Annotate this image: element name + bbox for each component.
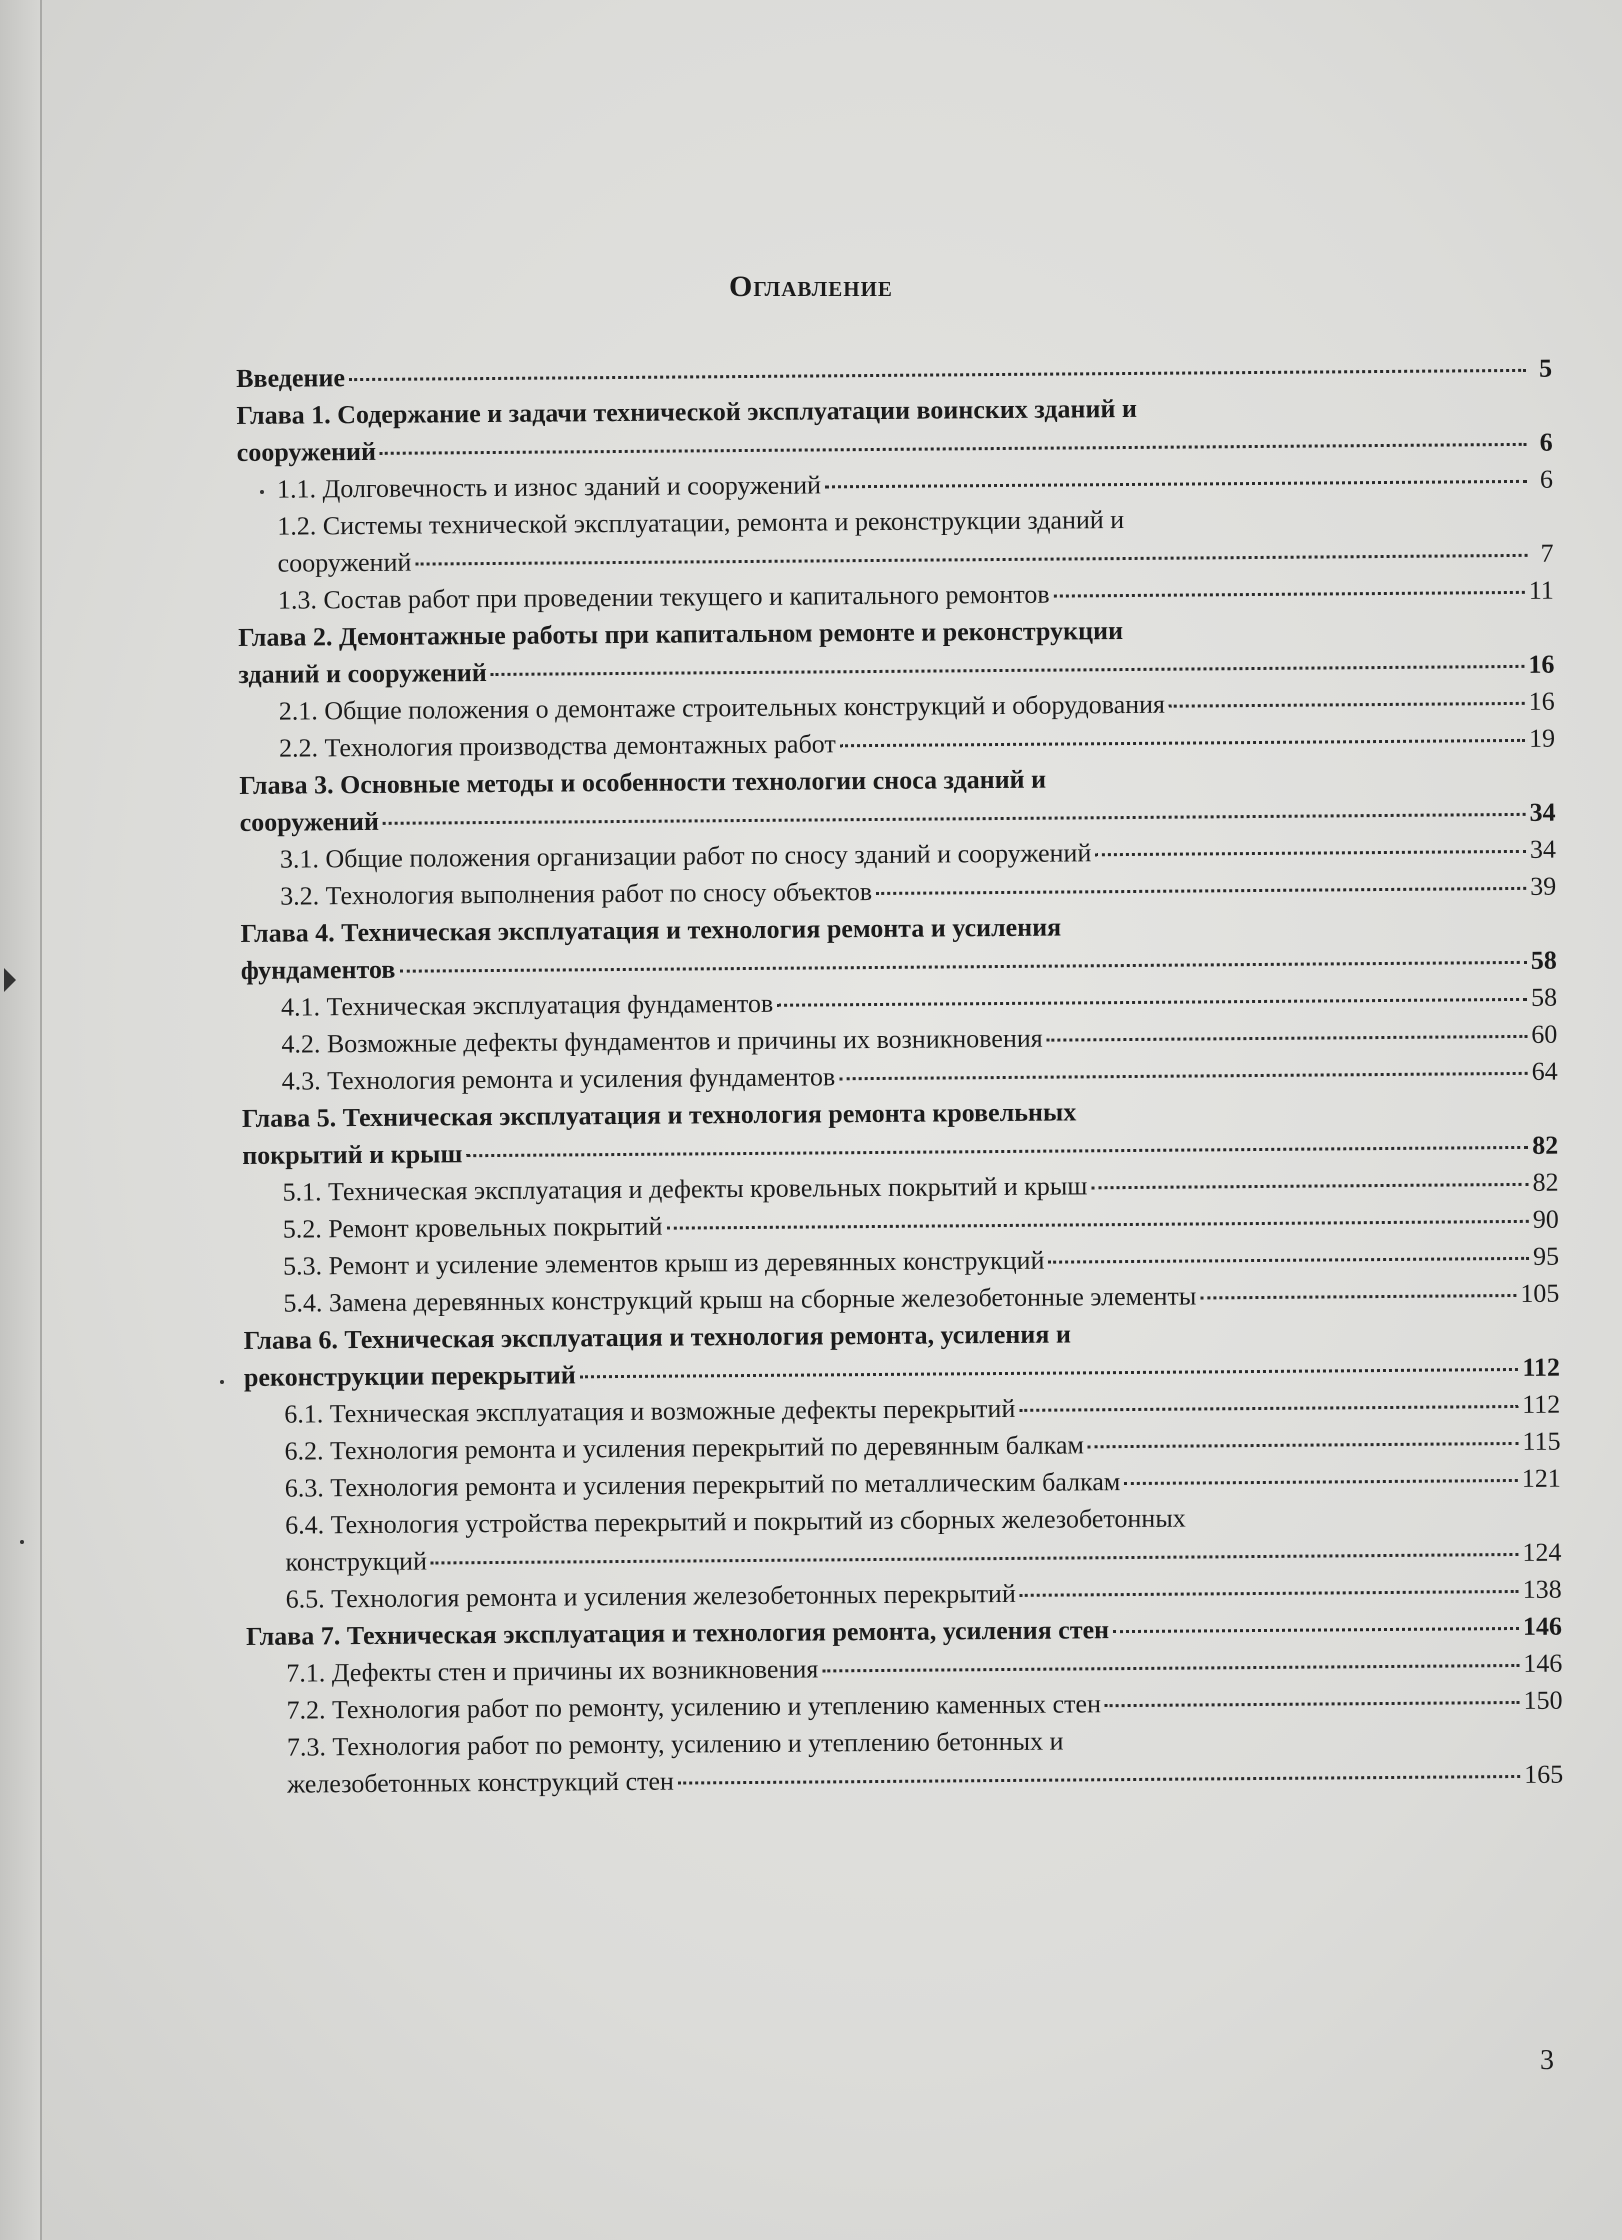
toc-section-entry[interactable] [245, 1497, 1562, 1581]
toc-entry-title: 3.2. Технология выполнения работ по сносу объектов [280, 877, 873, 911]
toc-chapter-entry[interactable] [240, 905, 1557, 989]
dot-leader [825, 480, 1527, 489]
toc-page-number: 124 [1522, 1537, 1562, 1567]
dot-leader [380, 443, 1527, 455]
dot-leader [1200, 1294, 1516, 1299]
toc-page-number: 58 [1530, 945, 1557, 975]
toc-page-number: 6 [1539, 427, 1553, 457]
toc-entry-title-line: Глава 4. Техническая эксплуатация и технология ремонта и усиления [240, 912, 1062, 948]
toc-entry-title-line: 1.2. Системы технической эксплуатации, ремонта и реконструкции зданий и [277, 505, 1125, 541]
dot-leader [1054, 591, 1525, 598]
page-title: Оглавление [729, 270, 893, 303]
dot-leader [1113, 1627, 1519, 1633]
toc-entry-title: 5.3. Ремонт и усиление элементов крыш из деревянных конструкций [283, 1245, 1045, 1281]
binding-notch-icon [4, 968, 16, 992]
toc-entry-title-line: 7.3. Технология работ по ремонту, усилению и утеплению бетонных и [286, 1726, 1064, 1762]
toc-page-number: 19 [1528, 723, 1556, 753]
dot-leader [1048, 1257, 1529, 1264]
dot-leader [1019, 1405, 1518, 1412]
dot-leader [1124, 1479, 1518, 1485]
toc-entry-title: конструкций [285, 1546, 428, 1577]
toc-chapter-entry[interactable] [244, 1312, 1561, 1396]
page-number: 3 [1540, 2045, 1554, 2076]
toc-page-number: 82 [1532, 1167, 1559, 1197]
toc-entry-title-line: Глава 3. Основные методы и особенности технологии сноса зданий и [239, 764, 1047, 800]
dot-leader [1047, 1035, 1528, 1042]
dot-leader [1095, 850, 1526, 856]
toc-entry-title: 5.4. Замена деревянных конструкций крыш на сборные железобетонные элементы [283, 1281, 1197, 1318]
toc-page-number: 105 [1520, 1278, 1560, 1308]
toc-entry-title: зданий и сооружений [238, 658, 487, 689]
dot-leader [1105, 1701, 1520, 1707]
dot-leader [777, 998, 1527, 1007]
toc-page-number: 16 [1528, 649, 1555, 679]
toc-page-number: 112 [1522, 1352, 1561, 1382]
toc-section-entry[interactable] [237, 498, 1554, 582]
toc-entry-title: 2.2. Технология производства демонтажных работ [278, 729, 836, 763]
toc-chapter-entry[interactable] [239, 757, 1556, 841]
dot-leader [822, 1664, 1519, 1672]
dot-leader [839, 1072, 1527, 1080]
toc-entry-title: сооружений [236, 436, 377, 467]
toc-entry-title-line: Глава 6. Техническая эксплуатация и технология ремонта, усиления и [243, 1319, 1071, 1355]
toc-entry-title: 5.1. Техническая эксплуатация и дефекты кровельных покрытий и крыш [282, 1171, 1088, 1207]
dot-leader [876, 887, 1526, 895]
toc-entry-title-line: 6.4. Технология устройства перекрытий и покрытий из сборных железобетонных [285, 1503, 1186, 1540]
toc-entry-title: сооружений [239, 806, 380, 837]
toc-entry-title: 6.1. Техническая эксплуатация и возможные дефекты перекрытий [284, 1393, 1016, 1429]
toc-page-number: 34 [1529, 797, 1556, 827]
toc-entry-title-line: Глава 1. Содержание и задачи технической эксплуатации воинских зданий и [236, 393, 1137, 430]
dot-leader [399, 961, 1526, 973]
toc-entry-title: 2.1. Общие положения о демонтаже строительных конструкций и оборудования [278, 689, 1166, 726]
toc-page-number: 11 [1528, 575, 1554, 605]
dot-leader [678, 1775, 1520, 1785]
toc-page-number: 90 [1532, 1204, 1559, 1234]
toc-page-number: 58 [1530, 982, 1558, 1012]
toc-entry-title: 1.3. Состав работ при проведении текущего и капитального ремонтов [277, 579, 1050, 615]
dot-leader [840, 739, 1525, 747]
toc-page-number: 6 [1539, 464, 1554, 494]
toc-page-number: 146 [1523, 1648, 1563, 1678]
toc-entry-title: 5.2. Ремонт кровельных покрытий [282, 1211, 663, 1244]
dot-leader [580, 1368, 1519, 1378]
toc-entry-title: покрытий и крыш [242, 1139, 463, 1170]
dot-leader [1091, 1183, 1528, 1189]
dust-speck [20, 1540, 24, 1544]
toc-entry-title: фундаментов [240, 954, 396, 985]
toc-page-number: 121 [1521, 1463, 1561, 1493]
toc-page-number: 7 [1540, 538, 1554, 568]
toc-entry-title: 7.2. Технология работ по ремонту, усилению и утеплению каменных стен [286, 1689, 1102, 1725]
toc-chapter-entry[interactable] [242, 1090, 1559, 1174]
toc-entry-title: 3.1. Общие положения организации работ по сносу зданий и сооружений [279, 838, 1092, 874]
dust-speck [220, 1380, 224, 1384]
toc-chapter-entry[interactable] [238, 609, 1555, 693]
dot-leader [491, 665, 1525, 676]
toc-page-number: 82 [1532, 1130, 1559, 1160]
toc-entry-title: 6.3. Технология ремонта и усиления перекрытий по металлическим балкам [284, 1467, 1121, 1503]
dot-leader [1088, 1442, 1519, 1448]
dot-leader [349, 369, 1526, 381]
toc-chapter-entry[interactable] [236, 387, 1553, 471]
toc-section-entry[interactable] [247, 1719, 1564, 1803]
toc-page-number: 138 [1522, 1574, 1562, 1604]
toc-entry-title: 4.3. Технология ремонта и усиления фундаментов [281, 1062, 836, 1096]
toc-entry-title: железобетонных конструкций стен [287, 1766, 674, 1799]
dot-leader [415, 554, 1527, 566]
page-fold-shadow [0, 0, 42, 2240]
toc-page-number: 34 [1529, 834, 1556, 864]
toc-page-number: 115 [1522, 1426, 1561, 1456]
toc-page-number: 60 [1531, 1019, 1558, 1049]
dot-leader [431, 1553, 1519, 1565]
toc-entry-title: 1.1. Долговечность и износ зданий и сооружений [276, 470, 822, 504]
toc-page-number: 150 [1523, 1685, 1563, 1715]
toc-entry-title: Глава 7. Техническая эксплуатация и технология ремонта, усиления стен [245, 1615, 1110, 1651]
toc-entry-title: реконструкции перекрытий [243, 1360, 576, 1392]
dot-leader [666, 1220, 1528, 1230]
toc-page-number: 165 [1524, 1759, 1564, 1789]
toc-page-number: 5 [1538, 353, 1553, 383]
toc-page-number: 146 [1522, 1611, 1563, 1641]
toc-entry-title: 6.5. Технология ремонта и усиления железобетонных перекрытий [285, 1578, 1016, 1614]
toc-entry-title-line: Глава 2. Демонтажные работы при капитальном ремонте и реконструкции [238, 616, 1124, 652]
dot-leader [1169, 702, 1525, 708]
toc-page-number: 39 [1530, 871, 1557, 901]
dot-leader [466, 1146, 1528, 1157]
dot-leader [383, 813, 1526, 825]
dot-leader [1020, 1590, 1519, 1597]
toc-entry-title: 4.2. Возможные дефекты фундаментов и причины их возникновения [281, 1023, 1043, 1059]
toc-entry-title: 4.1. Техническая эксплуатация фундаментов [280, 988, 774, 1022]
toc-page-number: 95 [1532, 1241, 1560, 1271]
toc-page-number: 112 [1522, 1389, 1561, 1419]
toc-entry-title: 7.1. Дефекты стен и причины их возникновения [286, 1654, 819, 1688]
toc-entry-title-line: Глава 5. Техническая эксплуатация и технология ремонта кровельных [241, 1097, 1077, 1133]
toc-entry-title: Введение [236, 363, 346, 393]
toc-entry-title: 6.2. Технология ремонта и усиления перекрытий по деревянным балкам [284, 1430, 1084, 1466]
toc-page-number: 16 [1528, 686, 1555, 716]
table-of-contents [236, 350, 1563, 1803]
toc-entry-title: сооружений [277, 547, 412, 578]
toc-page-number: 64 [1531, 1056, 1558, 1086]
